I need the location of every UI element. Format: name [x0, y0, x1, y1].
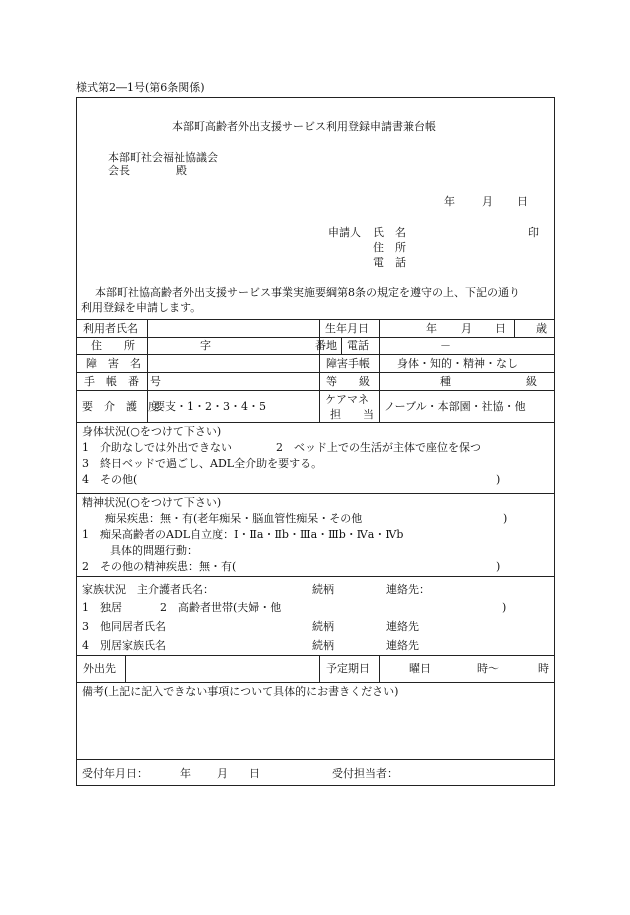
date-year: 年 [444, 195, 455, 208]
birth-year: 年 [426, 322, 437, 335]
weekday-label: 曜日 [409, 662, 431, 675]
applicant-address-label: 住 所 [373, 241, 406, 254]
form-number: 様式第2―1号(第6条関係) [76, 81, 205, 94]
disability-name-label: 障 害 名 [86, 357, 141, 370]
mental-item-2-close: ) [496, 560, 501, 573]
grade-label: 等 級 [326, 375, 370, 388]
care-level-label: 要 介 護 度 [82, 400, 159, 413]
birth-day: 日 [495, 322, 506, 335]
applicant-name-label: 氏 名 [373, 226, 406, 239]
grade-unit: 級 [526, 375, 537, 388]
address-label: 住 所 [91, 339, 135, 352]
physical-header: 身体状況(○をつけて下さい) [82, 425, 222, 438]
disability-book-label: 障害手帳 [326, 357, 370, 370]
time-to-label: 時 [538, 662, 549, 675]
user-name-label: 利用者氏名 [83, 322, 138, 335]
family-item-2-close: ) [502, 601, 507, 614]
reception-date-label: 受付年月日： [82, 767, 148, 780]
care-level-values[interactable]: 要支・1・2・3・4・5 [154, 400, 266, 413]
care-manager-label-2: 担 当 [330, 408, 374, 421]
family-relation-4: 続柄 [312, 639, 334, 652]
application-form [76, 97, 555, 786]
applicant-label: 申請人 [328, 226, 361, 239]
disability-types[interactable]: 身体・知的・精神・なし [397, 357, 518, 370]
time-from-label: 時～ [477, 662, 499, 675]
mental-item-1[interactable]: 1 痴呆高齢者のADL自立度：Ⅰ・Ⅱa・Ⅱb・Ⅲa・Ⅲb・Ⅳa・Ⅳb [82, 528, 404, 541]
reception-year: 年 [180, 767, 191, 780]
birth-month: 月 [461, 322, 472, 335]
family-contact: 連絡先： [386, 583, 430, 596]
family-contact-4: 連絡先 [386, 639, 419, 652]
physical-item-3[interactable]: 3 終日ベッドで過ごし、ADL全介助を要する。 [82, 457, 323, 470]
family-item-3[interactable]: 3 他同居者氏名 [82, 620, 166, 633]
phone-dash: － [440, 339, 451, 352]
recipient-position: 会長 [108, 164, 130, 177]
family-contact-3: 連絡先 [386, 620, 419, 633]
physical-item-1[interactable]: 1 介助なしでは外出できない [82, 441, 232, 454]
family-relation: 続柄 [312, 583, 334, 596]
mental-behavior: 具体的問題行動： [110, 544, 198, 557]
user-name-field[interactable] [148, 320, 318, 336]
remarks-label: 備考(上記に記入できない事項について具体的にお書きください) [82, 685, 399, 698]
intro-line-2: 利用登録を申請します。 [81, 301, 202, 314]
mental-item-2[interactable]: 2 その他の精神疾患：無・有( [82, 560, 237, 573]
intro-line-1: 本部町社協高齢者外出支援サービス事業実施要綱第8条の規定を遵守の上、下記の通り [95, 286, 520, 299]
applicant-phone-label: 電 話 [373, 256, 406, 269]
address-aza: 字 [200, 339, 211, 352]
applicant-seal: 印 [528, 226, 539, 239]
destination-field[interactable] [126, 656, 318, 681]
physical-item-4[interactable]: 4 その他( [82, 473, 138, 486]
recipient-honorific: 殿 [176, 164, 187, 177]
scheduled-date-label: 予定期日 [326, 662, 370, 675]
remarks-field[interactable] [79, 700, 552, 757]
form-title: 本部町高齢者外出支援サービス利用登録申請書兼台帳 [172, 120, 436, 133]
book-number-field[interactable] [148, 373, 318, 389]
mental-header: 精神状況(○をつけて下さい) [82, 496, 222, 509]
reception-month: 月 [217, 767, 228, 780]
reception-staff-label: 受付担当者： [332, 767, 398, 780]
family-item-2[interactable]: 2 高齢者世帯(夫婦・他 [160, 601, 282, 614]
reception-day: 日 [249, 767, 260, 780]
disability-name-field[interactable] [148, 355, 318, 371]
care-orgs[interactable]: ノーブル・本部園・社協・他 [384, 400, 526, 413]
mental-dementia[interactable]: 痴呆疾患：無・有(老年痴呆・脳血管性痴呆・その他 [105, 512, 363, 525]
grade-kind: 種 [440, 375, 451, 388]
destination-label: 外出先 [83, 662, 116, 675]
family-header: 家族状況 主介護者氏名： [82, 583, 214, 596]
physical-item-2[interactable]: 2 ベッド上での生活が主体で座位を保つ [276, 441, 481, 454]
physical-close-paren: ) [496, 473, 501, 486]
book-number-label: 手 帳 番 号 [84, 375, 161, 388]
date-month: 月 [482, 195, 493, 208]
address-banchi: 番地 [315, 339, 337, 352]
care-manager-label-1: ケアマネ [325, 393, 369, 406]
phone-label: 電話 [347, 339, 369, 352]
date-day: 日 [517, 195, 528, 208]
family-item-1[interactable]: 1 独居 [82, 601, 122, 614]
recipient-org: 本部町社会福祉協議会 [108, 151, 218, 164]
birth-date-label: 生年月日 [325, 322, 369, 335]
family-relation-3: 続柄 [312, 620, 334, 633]
mental-dementia-close: ) [503, 512, 508, 525]
family-item-4[interactable]: 4 別居家族氏名 [82, 639, 166, 652]
age-unit: 歳 [536, 322, 547, 335]
